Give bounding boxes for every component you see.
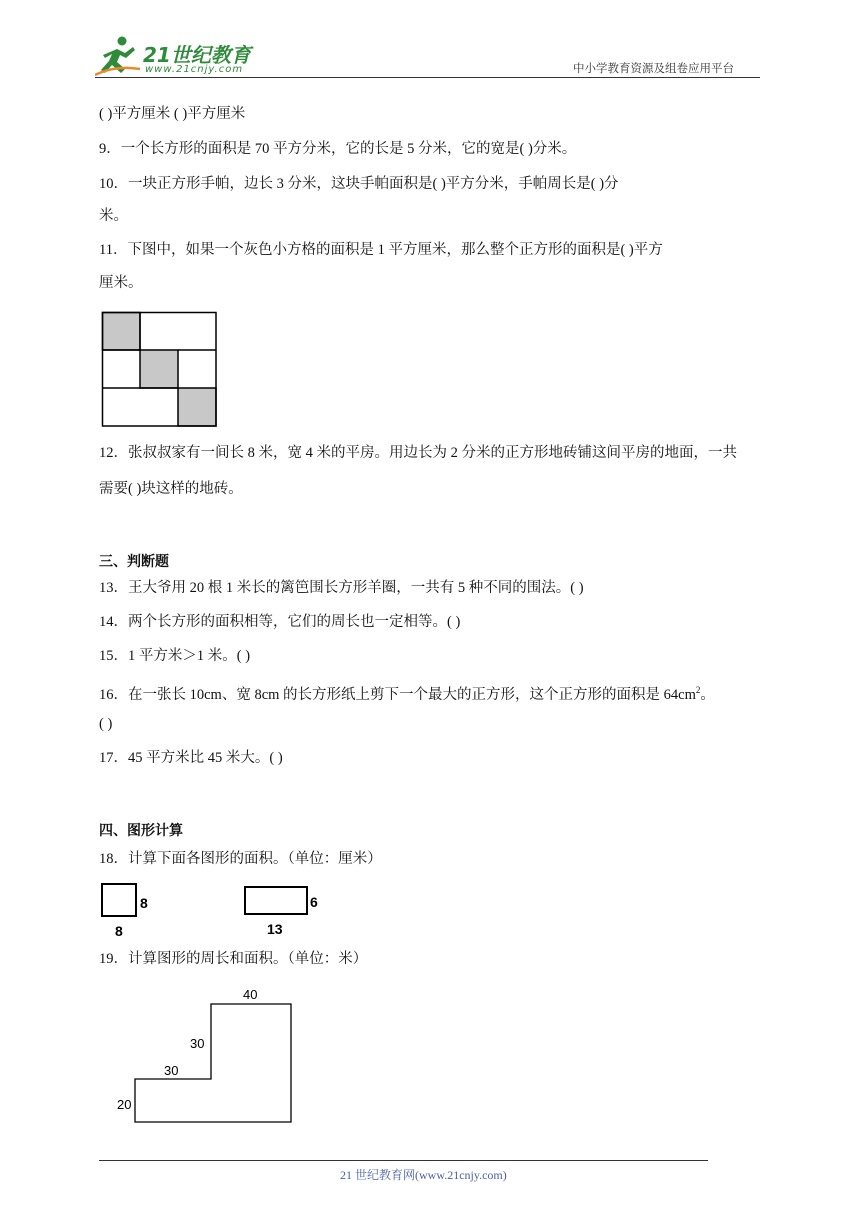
section-3-heading: 三、判断题 (99, 553, 169, 569)
question-15: 15．1 平方米＞1 米。( ) (99, 648, 251, 664)
rect-shape (245, 887, 307, 914)
footer-rule (99, 1160, 708, 1161)
label-left-upper: 30 (190, 1036, 205, 1051)
runner-icon (95, 35, 145, 80)
question-11-line1: 11．下图中，如果一个灰色小方格的面积是 1 平方厘米，那么整个正方形的面积是( )平方 (99, 242, 663, 258)
rect-width-label: 13 (267, 921, 283, 937)
figure-19 (110, 982, 310, 1132)
figure-11-grid (101, 311, 218, 428)
gray-cell-1 (103, 313, 141, 351)
section-4-heading: 四、图形计算 (99, 822, 183, 838)
rect-height-label: 6 (310, 894, 318, 910)
logo (95, 35, 265, 80)
question-14: 14．两个长方形的面积相等，它们的周长也一定相等。( ) (99, 614, 461, 630)
logo-text: 21世纪教育 (143, 43, 251, 67)
question-10-line1: 10．一块正方形手帕，边长 3 分米，这块手帕面积是( )平方分米，手帕周长是( )分 (99, 176, 619, 192)
question-12-line1: 12．张叔叔家有一间长 8 米，宽 4 米的平房。用边长为 2 分米的正方形地砖铺这间平房的地面，一共 (99, 445, 737, 461)
q8-answer-line: ( )平方厘米 ( )平方厘米 (99, 106, 246, 122)
l-shape (135, 1004, 291, 1122)
question-16-text: 16．在一张长 10cm、宽 8cm 的长方形纸上剪下一个最大的正方形，这个正方形的面积是 64cm (99, 686, 696, 703)
squared-sup: 2 (695, 685, 701, 695)
logo-url: www.21cnjy.com (145, 64, 244, 75)
gray-cell-3 (178, 388, 216, 426)
square-side-label: 8 (140, 895, 148, 911)
question-11-line2: 厘米。 (99, 275, 143, 291)
question-16-line1 (99, 680, 715, 705)
question-12-line2: 需要( )块这样的地砖。 (99, 481, 243, 497)
gray-cell-2 (140, 350, 178, 388)
square-shape (102, 884, 136, 916)
question-10-line2: 米。 (99, 208, 128, 224)
label-step: 30 (164, 1063, 179, 1078)
question-16-period: 。 (700, 686, 715, 703)
square-bottom-label: 8 (115, 923, 123, 939)
question-19: 19．计算图形的周长和面积。（单位：米） (99, 951, 368, 967)
question-13: 13．王大爷用 20 根 1 米长的篱笆围长方形羊圈，一共有 5 种不同的围法。( ) (99, 580, 584, 596)
label-top: 40 (243, 987, 258, 1002)
question-9: 9．一个长方形的面积是 70 平方分米，它的长是 5 分米，它的宽是( )分米。 (99, 141, 577, 157)
header-rule (95, 77, 760, 78)
question-16-line2: ( ) (99, 716, 113, 732)
header (0, 0, 860, 90)
question-18: 18．计算下面各图形的面积。（单位：厘米） (99, 851, 382, 867)
question-17: 17．45 平方米比 45 米大。( ) (99, 750, 283, 766)
label-left-lower: 20 (117, 1097, 132, 1112)
figure-18 (98, 880, 338, 940)
footer-text: 21 世纪教育网(www.21cnjy.com) (340, 1168, 507, 1182)
platform-name: 中小学教育资源及组卷应用平台 (573, 61, 734, 75)
